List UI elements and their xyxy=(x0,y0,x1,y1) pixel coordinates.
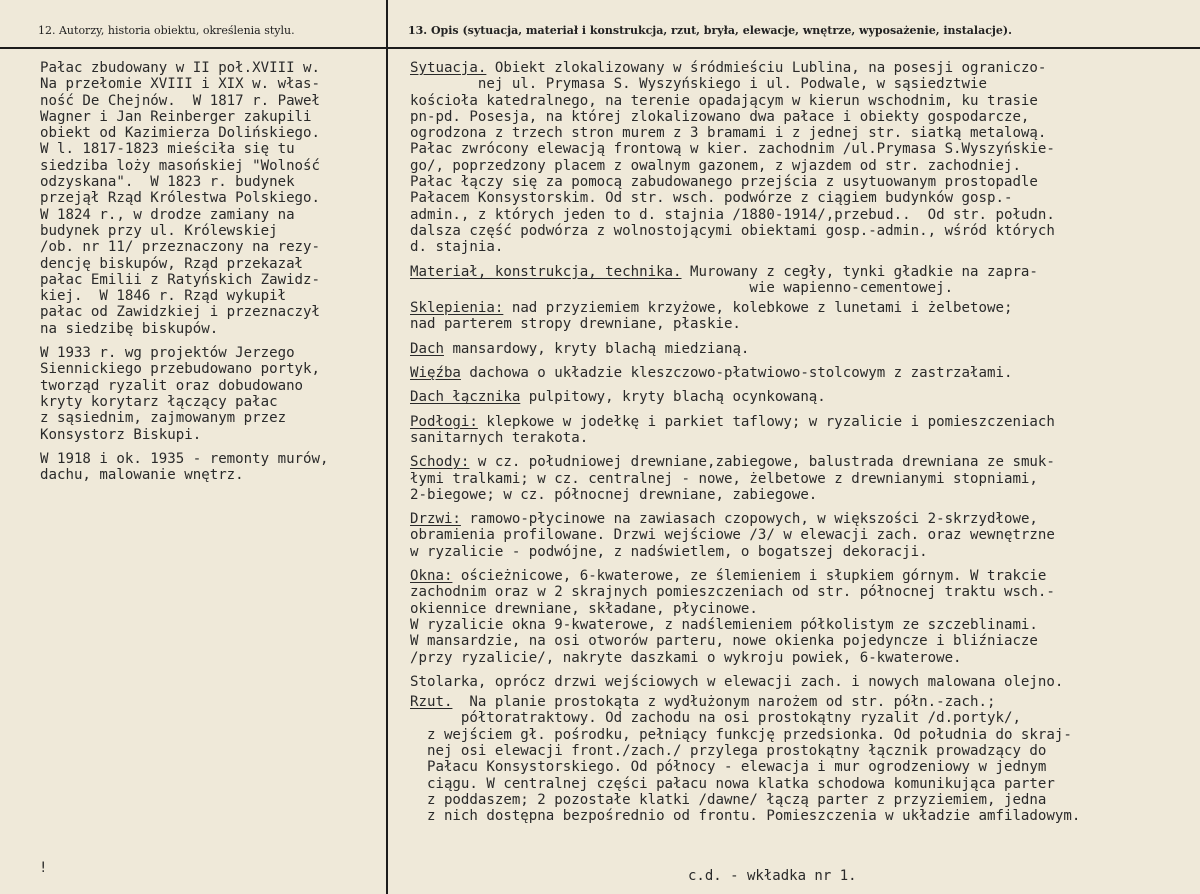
section-text: ramowo-płycinowe na zawiasach czopowych, w większości 2-skrzydłowe, xyxy=(460,511,1038,528)
section-text: d. stajnia. xyxy=(410,239,504,256)
text-line xyxy=(410,584,1196,600)
section-text: klepkowe w jodełkę i parkiet taflowy; w ryzalicie i pomieszczeniach xyxy=(477,413,1055,430)
section-text: dalsza część podwórza z wolnostojącymi obiektami gosp.-admin., wśród których xyxy=(410,222,1055,239)
text-line xyxy=(410,430,1196,446)
section-text: Na planie prostokąta z wydłużonym narożem od str. półn.-zach.; xyxy=(452,694,996,711)
text-line: Na przełomie XVIII i XIX w. włas- xyxy=(40,76,321,93)
section-label: Sklepienia: xyxy=(410,300,504,317)
history-column xyxy=(40,60,380,483)
text-line xyxy=(410,792,1196,808)
text-line xyxy=(410,694,1196,710)
section-text: ciągu. W centralnej części pałacu nowa klatka schodowa komunikująca parter xyxy=(410,775,1055,792)
text-line: budynek przy ul. Królewskiej xyxy=(40,222,278,239)
text-line: pałac Emilii z Ratyńskich Zawidz- xyxy=(40,271,321,288)
section-text: z wejściem gł. pośrodku, pełniący funkcję przedsionka. Od południa do skraj- xyxy=(410,726,1072,743)
left-column-header: 12. Autorzy, historia obiektu, określenia stylu. xyxy=(38,24,295,37)
section-text: nej ul. Prymasa S. Wyszyńskiego i ul. Podwale, w sąsiedztwie xyxy=(410,76,987,93)
section-text: ościeżnicowe, 6-kwaterowe, ze ślemieniem i słupkiem górnym. W trakcie xyxy=(452,568,1047,585)
description-section xyxy=(410,264,1196,297)
continuation-note: c.d. - wkładka nr 1. xyxy=(688,868,857,884)
section-text: zachodnim oraz w 2 skrajnych pomieszczeniach od str. północnej traktu wsch.- xyxy=(410,584,1055,601)
text-line: na siedzibę biskupów. xyxy=(40,320,219,337)
section-text: Murowany z cegły, tynki gładkie na zapra- xyxy=(681,263,1038,280)
section-text: go/, poprzedzony placem z owalnym gazonem, z wjazdem od str. zachodniej. xyxy=(410,157,1021,174)
section-label: Okna: xyxy=(410,568,453,585)
text-line: obiekt od Kazimierza Dolińskiego. xyxy=(40,125,321,142)
text-line xyxy=(410,125,1196,141)
section-text: Pałac łączy się za pomocą zabudowanego przejścia z usytuowanym prostopadle xyxy=(410,174,1038,191)
section-text: pulpitowy, kryty blachą ocynkowaną. xyxy=(520,389,826,406)
section-label: Podłogi: xyxy=(410,413,478,430)
right-column-header: 13. Opis (sytuacja, materiał i konstrukcja, rzut, bryła, elewacje, wnętrze, wyposażenie, instalacje). xyxy=(408,24,1012,37)
section-text: okiennice drewniane, składane, płycinowe. xyxy=(410,600,758,617)
description-column xyxy=(410,60,1196,824)
section-text: obramienia profilowane. Drzwi wejściowe /3/ w elewacji zach. oraz wewnętrzne xyxy=(410,527,1055,544)
text-line xyxy=(410,190,1196,206)
history-paragraph xyxy=(40,60,380,337)
text-line xyxy=(410,471,1196,487)
section-text: nej osi elewacji front./zach./ przylega prostokątny łącznik prowadzący do xyxy=(410,742,1047,759)
section-text: w cz. południowej drewniane,zabiegowe, balustrada drewniana ze smuk- xyxy=(469,454,1055,471)
section-label: Sytuacja. xyxy=(410,60,487,76)
margin-mark: ! xyxy=(39,860,48,876)
text-line xyxy=(410,674,1196,690)
text-line xyxy=(410,544,1196,560)
section-text: W mansardzie, na osi otworów parteru, nowe okienka pojedyncze i bliźniacze xyxy=(410,633,1038,650)
description-section xyxy=(410,341,1196,357)
text-line xyxy=(410,617,1196,633)
section-text: z nich dostępna bezpośrednio od frontu. Pomieszczenia w układzie amfiladowym. xyxy=(410,808,1081,825)
text-line xyxy=(410,158,1196,174)
text-line xyxy=(410,487,1196,503)
section-text: ogrodzona z trzech stron murem z 3 bramami i z jednej str. siatką metalową. xyxy=(410,125,1047,142)
description-section xyxy=(410,454,1196,503)
text-line: W l. 1817-1823 mieściła się tu xyxy=(40,141,295,158)
section-text: wie wapienno-cementowej. xyxy=(410,279,954,296)
text-line xyxy=(410,174,1196,190)
section-text: W ryzalicie okna 9-kwaterowe, z nadślemieniem półkolistym ze szczeblinami. xyxy=(410,616,1038,633)
text-line: ność De Chejnów. W 1817 r. Paweł xyxy=(40,92,321,109)
section-text: nad przyziemiem krzyżowe, kolebkowe z lunetami i żelbetowe; xyxy=(503,300,1013,317)
text-line: Pałac zbudowany w II poł.XVIII w. xyxy=(40,60,321,76)
description-section xyxy=(410,389,1196,405)
text-line xyxy=(410,109,1196,125)
history-paragraph xyxy=(40,345,380,443)
section-text: z poddaszem; 2 pozostałe klatki /dawne/ łączą parter z przyziemiem, jedna xyxy=(410,791,1047,808)
text-line: siedziba loży masońskiej "Wolność xyxy=(40,157,321,174)
text-line xyxy=(410,650,1196,666)
text-line: odzyskana". W 1823 r. budynek xyxy=(40,174,295,191)
text-line xyxy=(410,300,1196,316)
text-line: dachu, malowanie wnętrz. xyxy=(40,467,244,484)
text-line xyxy=(410,264,1196,280)
text-line xyxy=(410,759,1196,775)
history-paragraph xyxy=(40,451,380,484)
section-label: Dach łącznika xyxy=(410,389,521,406)
section-text: Pałac zwrócony elewacją frontową w kier. zachodnim /ul.Prymasa S.Wyszyńskie- xyxy=(410,141,1055,158)
section-text: półtoratraktowy. Od zachodu na osi prostokątny ryzalit /d.portyk/, xyxy=(410,710,1021,727)
section-label: Schody: xyxy=(410,454,470,471)
section-text: dachowa o układzie kleszczowo-płatwiowo-stolcowym z zastrzałami. xyxy=(460,365,1013,382)
text-line: dencję biskupów, Rząd przekazał xyxy=(40,255,304,272)
header-rule xyxy=(0,47,1200,49)
text-line: przejął Rząd Królestwa Polskiego. xyxy=(40,190,321,207)
section-label: Więźba xyxy=(410,365,461,382)
section-text: w ryzalicie - podwójne, z nadświetlem, o bogatszej dekoracji. xyxy=(410,543,928,560)
text-line xyxy=(410,511,1196,527)
text-line xyxy=(410,239,1196,255)
section-label: Drzwi: xyxy=(410,511,461,528)
text-line: W 1933 r. wg projektów Jerzego xyxy=(40,345,295,362)
section-text: nad parterem stropy drewniane, płaskie. xyxy=(410,316,741,333)
section-text: admin., z których jeden to d. stajnia /1880-1914/,przebud.. Od str. połudn. xyxy=(410,206,1055,223)
text-line xyxy=(410,141,1196,157)
text-line xyxy=(410,727,1196,743)
text-line xyxy=(410,776,1196,792)
text-line: W 1918 i ok. 1935 - remonty murów, xyxy=(40,450,329,467)
text-line: Wagner i Jan Reinberger zakupili xyxy=(40,108,312,125)
section-text: Obiekt zlokalizowany w śródmieściu Lublina, na posesji ograniczo- xyxy=(486,60,1047,76)
section-text: sanitarnych terakota. xyxy=(410,429,589,446)
text-line: pałac od Zawidzkiej i przeznaczył xyxy=(40,304,321,321)
section-text: Stolarka, oprócz drzwi wejściowych w elewacji zach. i nowych malowana olejno. xyxy=(410,673,1064,690)
section-text: Pałacem Konsystorskim. Od str. wsch. podwórze z ciągiem budynków gosp.- xyxy=(410,190,1013,207)
text-line: kryty korytarz łączący pałac xyxy=(40,393,278,410)
text-line: /ob. nr 11/ przeznaczony na rezy- xyxy=(40,239,321,256)
text-line: W 1824 r., w drodze zamiany na xyxy=(40,206,295,223)
text-line xyxy=(410,93,1196,109)
text-line: kiej. W 1846 r. Rząd wykupił xyxy=(40,288,287,305)
text-line xyxy=(410,710,1196,726)
text-line xyxy=(410,76,1196,92)
description-section xyxy=(410,300,1196,333)
text-line xyxy=(410,316,1196,332)
text-line xyxy=(410,414,1196,430)
text-line xyxy=(410,389,1196,405)
text-line: tworząd ryzalit oraz dobudowano xyxy=(40,377,304,394)
description-section xyxy=(410,60,1196,256)
section-text: łymi tralkami; w cz. centralnej - nowe, żelbetowe z drewnianymi stopniami, xyxy=(410,470,1038,487)
text-line xyxy=(410,280,1196,296)
text-line xyxy=(410,601,1196,617)
text-line xyxy=(410,633,1196,649)
description-section xyxy=(410,674,1196,690)
text-line xyxy=(410,365,1196,381)
text-line xyxy=(410,60,1196,76)
section-label: Materiał, konstrukcja, technika. xyxy=(410,263,682,280)
text-line xyxy=(410,808,1196,824)
text-line xyxy=(410,223,1196,239)
text-line xyxy=(410,454,1196,470)
section-text: pn-pd. Posesja, na której zlokalizowano dwa pałace i obiekty gospodarcze, xyxy=(410,108,1030,125)
section-label: Rzut. xyxy=(410,694,453,711)
section-label: Dach xyxy=(410,340,444,357)
description-section xyxy=(410,414,1196,447)
text-line xyxy=(410,527,1196,543)
section-text: mansardowy, kryty blachą miedzianą. xyxy=(443,340,750,357)
text-line xyxy=(410,568,1196,584)
section-text: kościoła katedralnego, na terenie opadającym w kierun wschodnim, ku trasie xyxy=(410,92,1038,109)
text-line xyxy=(410,207,1196,223)
description-section xyxy=(410,365,1196,381)
description-section xyxy=(410,511,1196,560)
text-line xyxy=(410,743,1196,759)
text-line: Siennickiego przebudowano portyk, xyxy=(40,361,321,378)
column-divider xyxy=(386,0,388,894)
section-text: 2-biegowe; w cz. północnej drewniane, zabiegowe. xyxy=(410,486,818,503)
text-line: z sąsiednim, zajmowanym przez xyxy=(40,410,287,427)
section-text: Pałacu Konsystorskiego. Od północy - elewacja i mur ogrodzeniowy w jednym xyxy=(410,759,1047,776)
description-section xyxy=(410,568,1196,666)
section-text: /przy ryzalicie/, nakryte daszkami o wykroju powiek, 6-kwaterowe. xyxy=(410,649,962,666)
description-section xyxy=(410,694,1196,824)
text-line: Konsystorz Biskupi. xyxy=(40,426,202,443)
text-line xyxy=(410,341,1196,357)
